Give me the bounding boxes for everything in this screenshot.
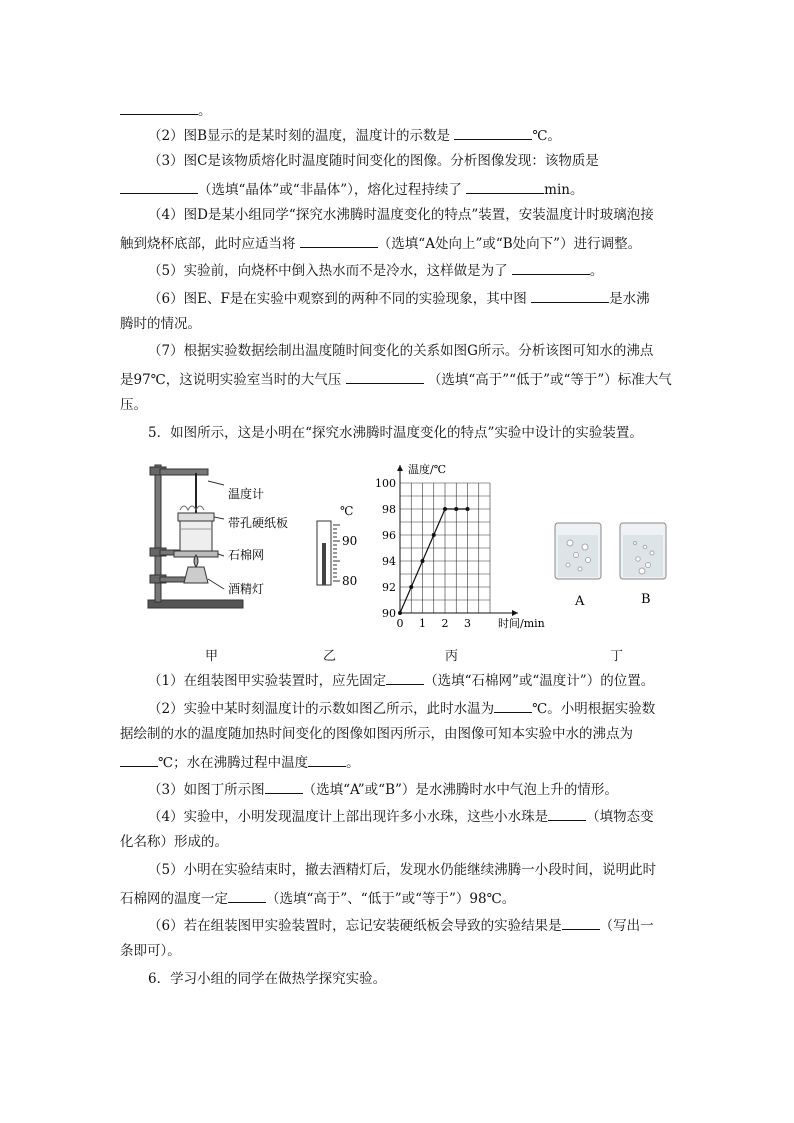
data-point [398, 611, 402, 615]
label-lamp: 酒精灯 [228, 582, 265, 596]
x-axis-label: 时间/min [498, 617, 545, 630]
data-point [443, 507, 447, 511]
y-tick-label: 98 [382, 503, 396, 516]
y-tick-label: 90 [382, 607, 396, 620]
answer-blank[interactable] [120, 752, 158, 767]
caption-yi: 乙 [323, 649, 337, 664]
caption-jia: 甲 [205, 649, 219, 664]
q4-6-cont: 腾时的情况。 [120, 316, 201, 332]
q4-6: （6）图E、F是在实验中观察到的两种不同的实验现象，其中图 是水沸 [148, 288, 650, 308]
data-point [432, 533, 436, 537]
q4-7-end: 压。 [120, 397, 147, 413]
line-blank-end: 。 [120, 100, 212, 120]
q4-4-cont: 触到烧杯底部，此时应适当将 （选填“A处向上”或“B处向下”）进行调整。 [120, 233, 641, 253]
q5-3: （3）如图丁所示图 （选填“A”或“B”）是水沸腾时水中气泡上升的情形。 [148, 779, 618, 799]
data-point [409, 585, 413, 589]
answer-blank[interactable] [265, 779, 303, 794]
answer-blank[interactable] [494, 698, 532, 713]
y-tick-label: 92 [382, 581, 396, 594]
q5-5: （5）小明在实验结束时，撤去酒精灯后，发现水仍能继续沸腾一小段时间，说明此时 [148, 862, 657, 878]
answer-blank[interactable] [466, 179, 544, 194]
figure-ding-beakers [555, 523, 666, 579]
q5-6-cont: 条即可）。 [120, 943, 181, 959]
answer-blank[interactable] [120, 100, 198, 115]
beaker-a-label: A [575, 594, 585, 609]
figure-set [140, 455, 680, 645]
answer-blank[interactable] [300, 233, 378, 248]
caption-bing: 丙 [445, 649, 459, 664]
q5-6: （6）若在组装图甲实验装置时，忘记安装硬纸板会导致的实验结果是 （写出一 [148, 915, 654, 935]
beaker-b-label: B [641, 592, 651, 607]
answer-blank[interactable] [454, 125, 532, 140]
answer-blank[interactable] [512, 260, 590, 275]
lamp [184, 567, 208, 583]
q5-4-cont: 化名称）形成的。 [120, 834, 228, 850]
q5-2: （2）实验中某时刻温度计的示数如图乙所示，此时水温为 ℃。小明根据实验数 [148, 698, 655, 718]
data-point [466, 507, 470, 511]
data-point [454, 507, 458, 511]
thermometer-unit: ℃ [340, 504, 354, 518]
x-axis-arrow [512, 610, 518, 616]
q5-2-end: ℃；水在沸腾过程中温度 。 [120, 752, 360, 772]
x-tick-label: 3 [464, 617, 471, 630]
q5-1: （1）在组装图甲实验装置时，应先固定 （选填“石棉网”或“温度计”）的位置。 [148, 670, 654, 690]
beaker [180, 521, 212, 551]
q4-7-cont: 是97℃，这说明实验室当时的大气压 （选填“高于”“低于”或“等于”）标准大气 [120, 369, 672, 389]
answer-blank[interactable] [548, 806, 586, 821]
q5-5-cont: 石棉网的温度一定 （选填“高于”、“低于”或“等于”）98℃。 [120, 888, 515, 908]
q4-2: （2）图B显示的是某时刻的温度，温度计的示数是 ℃。 [148, 125, 561, 145]
label-thermometer: 温度计 [228, 487, 265, 501]
answer-blank[interactable] [120, 179, 198, 194]
thermometer-tick-90: 90 [342, 534, 358, 548]
y-axis-label: 温度/℃ [408, 463, 447, 476]
answer-blank[interactable] [228, 888, 266, 903]
cardboard [178, 513, 214, 521]
label-cardboard: 带孔硬纸板 [228, 516, 289, 530]
answer-blank[interactable] [386, 670, 424, 685]
answer-blank[interactable] [346, 369, 424, 384]
q4-4: （4）图D是某小组同学“探究水沸腾时温度变化的特点”装置，安装温度计时玻璃泡接 [148, 207, 654, 223]
answer-blank[interactable] [562, 915, 600, 930]
figure-yi-thermometer [317, 521, 340, 585]
q5-2-cont: 据绘制的水的温度随加热时间变化的图像如图丙所示，由图像可知本实验中水的沸点为 [120, 726, 633, 742]
q4-3: （3）图C是该物质熔化时温度随时间变化的图像。分析图像发现：该物质是 [148, 153, 599, 169]
label-gauze: 石棉网 [228, 548, 265, 562]
y-tick-label: 94 [382, 555, 396, 568]
answer-blank[interactable] [308, 752, 346, 767]
figure-bing-chart [375, 462, 545, 630]
q4-5: （5）实验前，向烧杯中倒入热水而不是冷水，这样做是为了 。 [148, 260, 603, 280]
y-axis-arrow [397, 465, 403, 471]
y-tick-label: 100 [375, 477, 396, 490]
q5-title: 5．如图所示，这是小明在“探究水沸腾时温度变化的特点”实验中设计的实验装置。 [148, 425, 643, 441]
q5-4: （4）实验中，小明发现温度计上部出现许多小水珠，这些小水珠是 （填物态变 [148, 806, 654, 826]
clamp-arm [160, 469, 208, 475]
q4-3-cont: （选填“晶体”或“非晶体”），熔化过程持续了 min。 [120, 179, 583, 199]
q6-title: 6．学习小组的同学在做热学探究实验。 [148, 971, 387, 987]
x-tick-label: 1 [419, 617, 426, 630]
y-tick-label: 96 [382, 529, 396, 542]
thermometer-tick-80: 80 [342, 574, 358, 588]
x-tick-label: 0 [396, 617, 404, 630]
data-point [421, 559, 425, 563]
stand-base [148, 600, 243, 608]
x-tick-label: 2 [441, 617, 449, 630]
answer-blank[interactable] [531, 288, 609, 303]
q4-7: （7）根据实验数据绘制出温度随时间变化的关系如图G所示。分析该图可知水的沸点 [148, 343, 654, 359]
caption-ding: 丁 [610, 649, 624, 664]
